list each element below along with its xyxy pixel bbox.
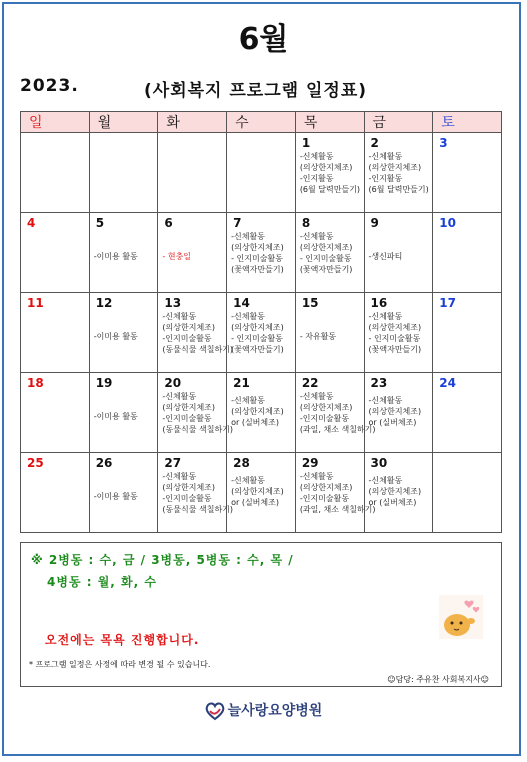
activity-item: - 인지미술활동 — [231, 334, 283, 343]
day-cell — [364, 293, 433, 373]
activity-item: -인지미술활동 — [299, 414, 350, 423]
day-cell — [158, 213, 227, 293]
activity-item: -신체활동 — [231, 476, 265, 485]
ward-schedule-line-2: 4병동 : 월, 화, 수 — [47, 575, 157, 589]
activity-item: - 자유활동 — [299, 332, 337, 341]
activity-list — [94, 331, 156, 342]
weekday-thu: 목 — [295, 112, 364, 133]
activity-item: - 인지미술활동 — [231, 254, 283, 263]
day-cell — [89, 293, 158, 373]
weekday-sat: 토 — [433, 112, 502, 133]
day-number: 5 — [95, 216, 105, 230]
day-cell — [227, 453, 296, 533]
activity-item: -인지활동 — [368, 174, 403, 183]
activity-list — [162, 391, 234, 435]
day-cell — [158, 453, 234, 533]
day-number: 17 — [439, 296, 456, 310]
activity-list — [369, 311, 431, 355]
activity-item: -인지미술활동 — [162, 334, 212, 343]
activity-list — [300, 151, 362, 195]
activity-list — [369, 251, 431, 262]
day-number: 28 — [233, 456, 250, 470]
day-number: 2 — [370, 136, 379, 150]
activity-list — [231, 395, 293, 428]
activity-item: (꽃액자만들기) — [368, 345, 422, 354]
day-cell — [21, 133, 90, 213]
activity-list — [94, 491, 156, 502]
day-cell — [158, 373, 234, 453]
day-number: 29 — [301, 456, 319, 470]
activity-item: -인지미술활동 — [162, 494, 212, 503]
day-number: 9 — [370, 216, 379, 230]
activity-item: -이미용 활동 — [93, 332, 138, 341]
activity-item: (의상한지체조) — [299, 243, 353, 252]
day-cell — [21, 293, 90, 373]
weekday-header-row — [21, 112, 502, 133]
activity-item: (의상한지체조) — [231, 487, 284, 496]
day-cell — [364, 213, 433, 293]
activity-item: - 인지미술활동 — [299, 254, 352, 263]
weekday-fri: 금 — [364, 112, 433, 133]
day-number: 15 — [301, 296, 319, 310]
activity-list — [300, 331, 362, 342]
day-number: 26 — [95, 456, 113, 470]
activity-item: -이미용 활동 — [93, 492, 138, 501]
activity-item: (6월 달력만들기) — [299, 185, 361, 194]
activity-item: or (실버체조) — [368, 498, 417, 507]
month-title: 6월 — [238, 22, 289, 57]
day-number: 21 — [233, 376, 250, 390]
activity-item: -인지미술활동 — [162, 414, 212, 423]
day-cell — [227, 293, 296, 373]
activity-item: (의상한지체조) — [299, 403, 353, 412]
day-cell — [89, 453, 158, 533]
hospital-footer — [0, 700, 527, 720]
manager-credit: ☺담당: 주유찬 사회복지사☺ — [387, 675, 489, 684]
hospital-name: 늘사랑요양병원 — [227, 703, 323, 719]
day-cell — [89, 133, 158, 213]
day-cell — [295, 453, 376, 533]
day-number: 18 — [27, 376, 44, 390]
day-number: 4 — [27, 216, 36, 230]
character-hearts-icon — [439, 595, 483, 639]
activity-item: -신체활동 — [162, 312, 197, 321]
activity-item: (의상한지체조) — [299, 483, 353, 492]
weekday-sun: 일 — [21, 112, 90, 133]
activity-item: (6월 달력만들기) — [368, 185, 429, 194]
activity-item: (의상한지체조) — [368, 487, 422, 496]
day-number: 3 — [439, 136, 448, 150]
activity-list — [369, 151, 431, 195]
day-cell — [433, 293, 502, 373]
activity-item: -신체활동 — [299, 472, 334, 481]
day-number: 24 — [439, 376, 456, 390]
day-cell — [295, 293, 364, 373]
day-number: 13 — [164, 296, 182, 310]
schedule-title: (사회복지 프로그램 일정표) — [144, 81, 368, 101]
activity-item: (의상한지체조) — [162, 323, 216, 332]
week-row — [21, 213, 502, 293]
day-cell — [433, 373, 502, 453]
week-row — [21, 453, 502, 533]
activity-item: -신체활동 — [162, 472, 197, 481]
activity-item: (의상한지체조) — [368, 163, 422, 172]
activity-item: (의상한지체조) — [368, 323, 422, 332]
day-number: 12 — [95, 296, 113, 310]
activity-item: (의상한지체조) — [231, 407, 284, 416]
day-cell — [364, 133, 433, 213]
day-number: 27 — [164, 456, 182, 470]
day-number: 30 — [370, 456, 388, 470]
activity-item: - 인지미술활동 — [368, 334, 421, 343]
activity-list — [94, 251, 156, 262]
activity-list — [162, 311, 234, 355]
activity-item: -이미용 활동 — [93, 412, 138, 421]
activity-item: (동물식물 색칠하기) — [162, 425, 234, 434]
activity-item: or (실버체조) — [231, 498, 279, 507]
activity-list — [231, 311, 293, 355]
day-cell — [227, 373, 296, 453]
day-number: 1 — [301, 136, 311, 150]
day-number: 8 — [301, 216, 311, 230]
day-number: 20 — [164, 376, 182, 390]
weekday-wed: 수 — [227, 112, 296, 133]
day-number: 25 — [27, 456, 44, 470]
day-cell — [433, 453, 502, 533]
weekday-mon: 월 — [89, 112, 158, 133]
day-cell — [227, 213, 296, 293]
activity-item: (과일, 채소 색칠하기) — [299, 505, 376, 514]
activity-item: -신체활동 — [299, 392, 334, 401]
bath-notice: 오전에는 목욕 진행합니다. — [45, 633, 200, 647]
day-number: 22 — [301, 376, 319, 390]
hospital-logo-icon — [205, 702, 225, 720]
activity-item: or (실버체조) — [368, 418, 417, 427]
activity-item: -신체활동 — [162, 392, 197, 401]
day-cell — [158, 133, 227, 213]
day-number: 23 — [370, 376, 388, 390]
day-number: 14 — [233, 296, 250, 310]
day-number: 11 — [27, 296, 44, 310]
activity-item: -신체활동 — [368, 152, 403, 161]
day-number: 7 — [233, 216, 242, 230]
day-number: 6 — [164, 216, 173, 230]
activity-item: -신체활동 — [231, 232, 265, 241]
day-cell — [295, 213, 364, 293]
day-cell — [158, 293, 234, 373]
activity-item: -생신파티 — [368, 252, 403, 261]
activity-item: (의상한지체조) — [162, 483, 216, 492]
day-cell — [364, 373, 433, 453]
activity-item: -신체활동 — [368, 396, 403, 405]
week-row — [21, 133, 502, 213]
ward-schedule-line-1: ※ 2병동 : 수, 금 / 3병동, 5병동 : 수, 목 / — [31, 553, 294, 567]
activity-item: (의상한지체조) — [368, 407, 422, 416]
activity-item: (의상한지체조) — [231, 243, 284, 252]
week-row — [21, 373, 502, 453]
activity-item: (동물식물 색칠하기) — [162, 505, 234, 514]
day-cell — [433, 133, 502, 213]
activity-list — [231, 475, 293, 508]
change-notice: * 프로그램 일정은 사정에 따라 변경 될 수 있습니다. — [29, 660, 211, 669]
activity-list — [369, 475, 431, 508]
activity-list — [369, 395, 431, 428]
day-cell — [21, 453, 90, 533]
week-row — [21, 293, 502, 373]
activity-item: (의상한지체조) — [231, 323, 284, 332]
activity-item: -인지미술활동 — [299, 494, 350, 503]
activity-item: (의상한지체조) — [299, 163, 353, 172]
weekday-tue: 화 — [158, 112, 227, 133]
activity-item: -이미용 활동 — [93, 252, 138, 261]
day-cell — [21, 373, 90, 453]
activity-list — [231, 231, 293, 275]
day-cell — [295, 373, 376, 453]
activity-list — [299, 391, 376, 435]
activity-item: -신체활동 — [231, 396, 265, 405]
activity-list — [300, 231, 362, 275]
activity-item: (의상한지체조) — [162, 403, 216, 412]
activity-item: (꽃액자만들기) — [231, 345, 284, 354]
day-cell — [89, 373, 158, 453]
day-cell — [433, 213, 502, 293]
day-cell — [227, 133, 296, 213]
day-number: 10 — [439, 216, 456, 230]
activity-item: or (실버체조) — [231, 418, 279, 427]
activity-list — [94, 411, 156, 422]
activity-item: (동물식물 색칠하기) — [162, 345, 234, 354]
day-cell — [295, 133, 364, 213]
activity-item: -인지활동 — [299, 174, 334, 183]
activity-list — [162, 471, 234, 515]
activity-item: -신체활동 — [231, 312, 265, 321]
calendar-table — [20, 111, 502, 533]
activity-item: -신체활동 — [299, 152, 334, 161]
activity-item: (과일, 채소 색칠하기) — [299, 425, 376, 434]
activity-item: -신체활동 — [368, 312, 403, 321]
activity-item: -신체활동 — [299, 232, 334, 241]
activity-item: -신체활동 — [368, 476, 403, 485]
year-label: 2023. — [20, 76, 79, 96]
activity-list — [162, 251, 224, 262]
day-cell — [89, 213, 158, 293]
day-number: 16 — [370, 296, 388, 310]
activity-item: - 현충일 — [162, 252, 192, 261]
info-box — [20, 542, 502, 687]
activity-item: (꽃액자만들기) — [299, 265, 353, 274]
day-number: 19 — [95, 376, 113, 390]
activity-list — [299, 471, 376, 515]
day-cell — [21, 213, 90, 293]
activity-item: (꽃액자만들기) — [231, 265, 284, 274]
day-cell — [364, 453, 433, 533]
